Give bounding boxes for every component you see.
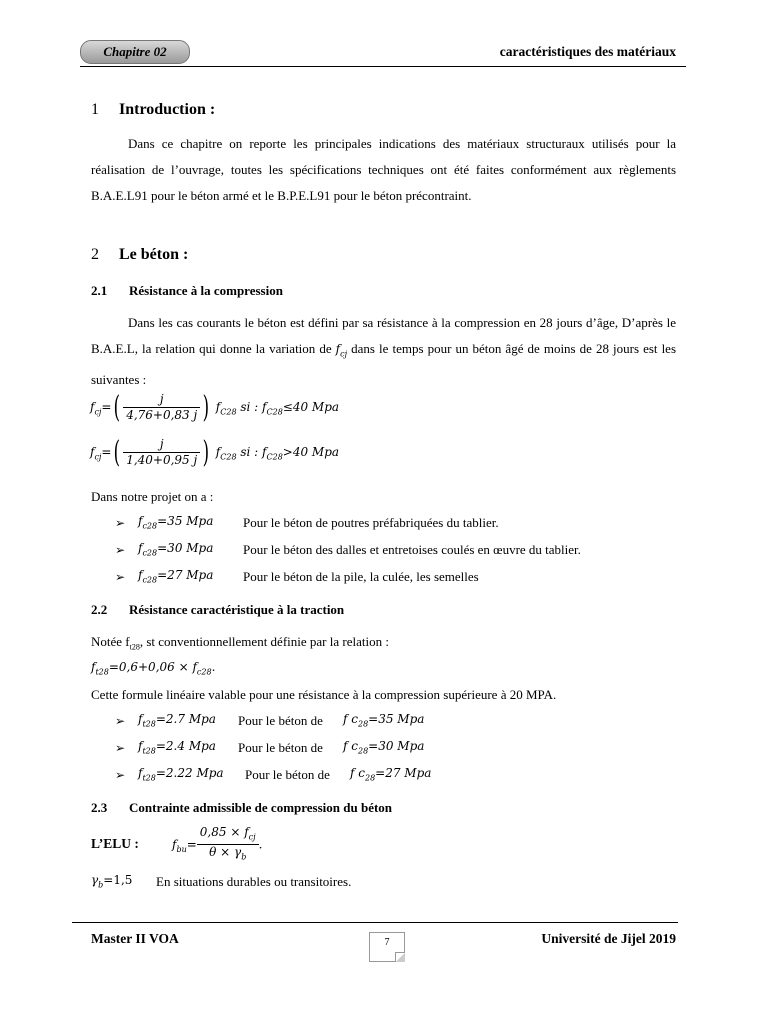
- traction-note: Notée $f_{t28}$, st conventionnellement définie par la relation :: [91, 634, 389, 652]
- list-item: [115, 712, 125, 730]
- elu-formula: $f_{bu}=$ $\frac{0,85 \times f_{cj}}{\theta \times \gamma_b}$ .: [172, 825, 263, 862]
- arrow-bullet-icon: ➢: [115, 741, 126, 755]
- section-heading: [91, 101, 215, 119]
- arrow-bullet-icon: ➢: [115, 570, 126, 584]
- subsection-title: Résistance à la compression: [129, 283, 283, 298]
- fc28-value: $f_{c28}=27$ Mpa: [138, 568, 214, 585]
- list-item: [115, 568, 125, 586]
- formula-denominator: 4,76+0,83 j: [126, 408, 198, 422]
- list-item: [115, 541, 125, 559]
- formula-condition: si : f: [240, 445, 267, 459]
- section-title: Le béton :: [119, 246, 189, 263]
- formula-condition: si : f: [240, 400, 267, 414]
- section-heading: [91, 246, 188, 264]
- traction-formula: $f_{t28}=0,6+0,06 \times f_{c28}$.: [91, 660, 216, 677]
- subsection-title: Résistance caractéristique à la traction: [129, 602, 345, 617]
- ft28-ref: f $c_{28}=30$ Mpa: [343, 739, 425, 756]
- fc28-desc: Pour le béton des dalles et entretoises coulés en œuvre du tablier.: [243, 542, 581, 557]
- fc28-desc: Pour le béton de la pile, la culée, les semelles: [243, 569, 479, 584]
- compression-text-b: dans le temps pour un béton âgé de moins de 28 jours est les suivantes :: [91, 341, 677, 388]
- ft28-label: Pour le béton de: [238, 713, 323, 728]
- section-title: Introduction :: [119, 101, 216, 118]
- header-divider: [80, 66, 686, 67]
- page-number: 7: [369, 932, 405, 962]
- ft28-value: $f_{t28}=2.7$ Mpa: [138, 712, 216, 729]
- subsection-number: 2.2: [91, 602, 108, 617]
- gamma-b: $\gamma_b=1,5$: [91, 873, 133, 890]
- arrow-bullet-icon: ➢: [115, 516, 126, 530]
- header-title: caractéristiques des matériaux: [499, 44, 676, 59]
- formula-fcj-2: $f_{cj}=$( $\frac{j}{1,40+0,95 j}$ ) $f_{C28}$ si : $f_{C28}>40$ Mpa: [90, 434, 340, 470]
- ft28-label: Pour le béton de: [238, 740, 323, 755]
- section-number: 1: [91, 101, 99, 118]
- arrow-bullet-icon: ➢: [115, 714, 126, 728]
- compression-text-a: Dans les cas courants le béton est défini par sa résistance à la compression en 28 jours d’âge, D’après le B.A.E.L, la relation qui donne la variation de: [91, 315, 676, 356]
- ft28-value: $f_{t28}=2.4$ Mpa: [138, 739, 216, 756]
- formula-numerator: j: [123, 437, 200, 453]
- gamma-text: En situations durables ou transitoires.: [156, 874, 352, 889]
- footer-left: Master II VOA: [91, 931, 179, 946]
- footer-divider: [72, 922, 678, 923]
- compression-paragraph: [91, 310, 676, 393]
- intro-paragraph: [91, 131, 676, 209]
- subsection-heading: [91, 602, 344, 618]
- subsection-heading: [91, 283, 283, 299]
- section-number: 2: [91, 246, 99, 263]
- formula-denominator: 1,40+0,95 j: [126, 453, 198, 467]
- footer-right: Université de Jijel 2019: [541, 931, 676, 946]
- list-item: [115, 739, 125, 757]
- formula-numerator: j: [123, 392, 200, 408]
- ft28-label: Pour le béton de: [245, 767, 330, 782]
- formula-fcj-1: $f_{cj}=$( $\frac{j}{4,76+0,83 j}$ ) $f_{C28}$ si : $f_{C28}\le 40$ Mpa: [90, 389, 340, 425]
- ft28-value: $f_{t28}=2.22$ Mpa: [138, 766, 224, 783]
- subsection-number: 2.1: [91, 283, 108, 298]
- project-intro: Dans notre projet on a :: [91, 489, 214, 504]
- subsection-heading: [91, 800, 392, 816]
- formula-relation: >40 Mpa: [282, 445, 340, 459]
- page-curl-icon: [395, 952, 405, 962]
- list-item: [115, 514, 125, 532]
- fcj-symbol: $f_{cj}$: [335, 342, 348, 359]
- ft28-ref: f $c_{28}=27$ Mpa: [350, 766, 432, 783]
- arrow-bullet-icon: ➢: [115, 768, 126, 782]
- subsection-number: 2.3: [91, 800, 108, 815]
- ft28-ref: f $c_{28}=35$ Mpa: [343, 712, 425, 729]
- fc28-desc: Pour le béton de poutres préfabriquées du tablier.: [243, 515, 499, 530]
- elu-label: L’ELU :: [91, 836, 139, 851]
- traction-linear-text: Cette formule linéaire valable pour une résistance à la compression supérieure à 20 MPA.: [91, 687, 557, 702]
- formula-relation: ≤40 Mpa: [282, 400, 340, 414]
- fc28-value: $f_{c28}=30$ Mpa: [138, 541, 214, 558]
- intro-text: Dans ce chapitre on reporte les principales indications des matériaux structuraux utilisés pour la réalisation de l’ouvrage, toutes les spécifications techniques ont été faites conformément aux règlements B.A.E.L91 pour le béton armé et le B.P.E.L91 pour le béton précontraint.: [91, 136, 676, 203]
- list-item: [115, 766, 125, 784]
- fc28-value: $f_{c28}=35$ Mpa: [138, 514, 214, 531]
- subsection-title: Contrainte admissible de compression du béton: [129, 800, 393, 815]
- chapter-badge: Chapitre 02: [80, 40, 190, 64]
- arrow-bullet-icon: ➢: [115, 543, 126, 557]
